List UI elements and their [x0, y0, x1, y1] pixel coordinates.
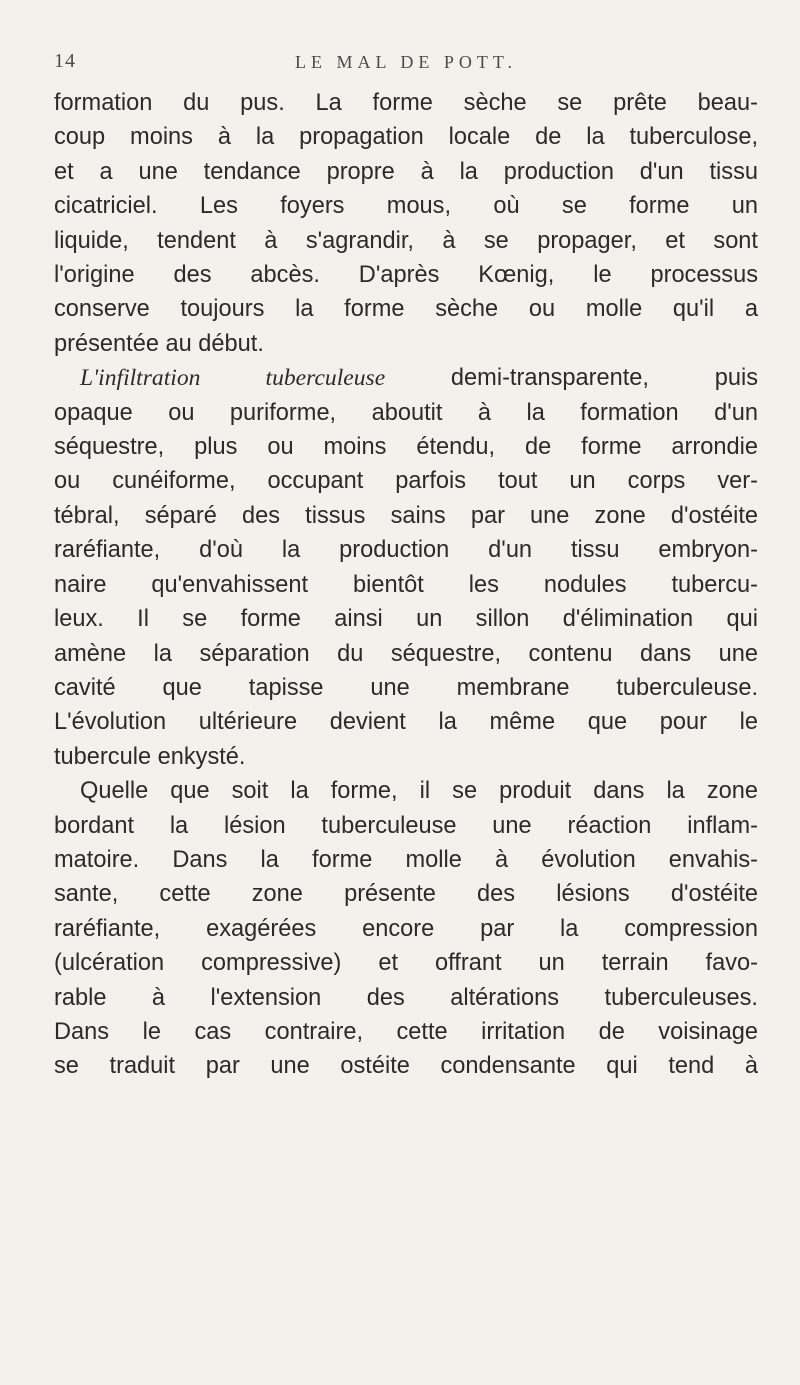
text-line: rable à l'extension des altérations tuberculeuses. — [54, 984, 758, 1011]
text-line: L'évolution ultérieure devient la même que pour le — [54, 709, 758, 736]
body-text — [54, 86, 758, 1084]
text-line: Dans le cas contraire, cette irritation de voisinage — [54, 1018, 758, 1045]
text-line: amène la séparation du séquestre, contenu dans une — [54, 640, 758, 667]
text-line: l'origine des abcès. D'après Kœnig, le processus — [54, 262, 758, 289]
text-line: bordant la lésion tuberculeuse une réaction inflam- — [54, 812, 758, 839]
text-line: ou cunéiforme, occupant parfois tout un corps ver- — [54, 468, 758, 495]
text-line: naire qu'envahissent bientôt les nodules tubercu- — [54, 571, 758, 598]
text-line: coup moins à la propagation locale de la tuberculose, — [54, 124, 758, 151]
text-line: tébral, séparé des tissus sains par une zone d'ostéite — [54, 502, 758, 529]
running-head — [54, 50, 758, 84]
text-line-rest: demi-transparente, puis — [385, 365, 758, 392]
text-line: formation du pus. La forme sèche se prête beau- — [54, 90, 758, 116]
text-line: tubercule enkysté. — [54, 743, 246, 770]
text-line: leux. Il se forme ainsi un sillon d'élimination qui — [54, 606, 758, 633]
book-page — [54, 50, 758, 1084]
text-line: sante, cette zone présente des lésions d'ostéite — [54, 881, 758, 908]
text-line: opaque ou puriforme, aboutit à la formation d'un — [54, 399, 758, 426]
text-line: conserve toujours la forme sèche ou molle qu'il a — [54, 296, 758, 323]
text-line: liquide, tendent à s'agrandir, à se propager, et sont — [54, 227, 758, 254]
text-line: se traduit par une ostéite condensante qui tend à — [54, 1053, 758, 1080]
text-line: présentée au début. — [54, 330, 264, 357]
page-number: 14 — [54, 50, 76, 72]
text-line: cicatriciel. Les foyers mous, où se forme un — [54, 193, 758, 220]
text-line: matoire. Dans la forme molle à évolution envahis- — [54, 846, 758, 873]
text-line: et a une tendance propre à la production d'un tissu — [54, 158, 758, 185]
italic-term: L'infiltration tuberculeuse — [80, 365, 386, 392]
text-line — [54, 361, 758, 395]
text-line: séquestre, plus ou moins étendu, de forme arrondie — [54, 434, 758, 461]
text-line: raréfiante, exagérées encore par la compression — [54, 915, 758, 942]
text-line: (ulcération compressive) et offrant un terrain favo- — [54, 950, 758, 977]
text-line: raréfiante, d'où la production d'un tissu embryon- — [54, 537, 758, 564]
running-title: LE MAL DE POTT. — [295, 52, 517, 72]
text-line: Quelle que soit la forme, il se produit dans la zone — [80, 778, 758, 805]
text-line: cavité que tapisse une membrane tuberculeuse. — [54, 674, 758, 701]
